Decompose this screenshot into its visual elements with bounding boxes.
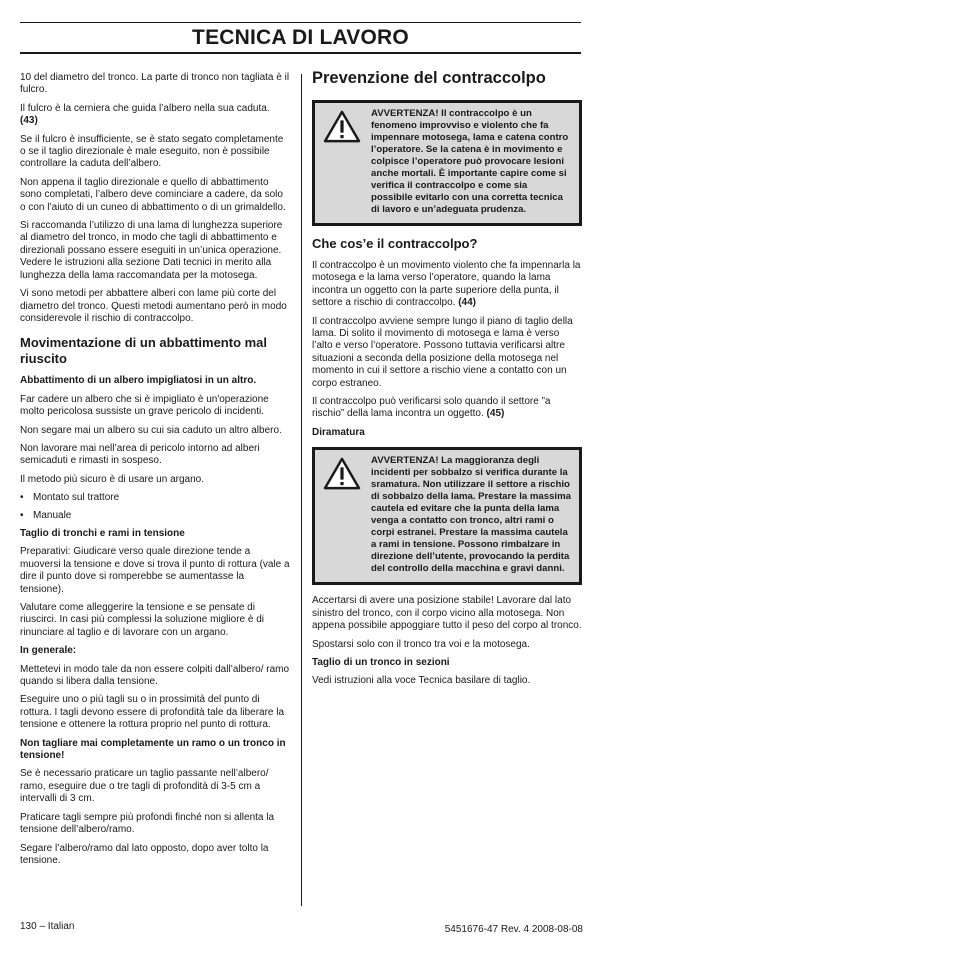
paragraph: Non segare mai un albero su cui sia caduto un altro albero.	[20, 424, 282, 436]
warning-box	[312, 447, 582, 585]
warning-text: AVVERTENZA! Il contraccolpo è un fenomeno improvviso e violento che fa impennare motosega, lama e catena contro l’operatore. Se la catena è in movimento e colpisce l’operatore può provocare lesioni anche mortali. È importante capire come si verifica il contraccolpo e come sia possibile evitarlo con una corretta tecnica di lavoro e un’adeguata prudenza.	[371, 108, 569, 215]
paragraph: Se è necessario praticare un taglio passante nell’albero/ ramo, eseguire due o tre tagli di profondità di 3-5 cm a intervalli di 3 cm.	[20, 768, 269, 805]
paragraph: Vi sono metodi per abbattere alberi con lame più corte del diametro del tronco. Questi metodi aumentano però in modo considerevole il rischio di contraccolpo.	[20, 288, 287, 324]
list-item-text: Montato sul trattore	[33, 492, 120, 504]
paragraph: Far cadere un albero che si è impigliato è un'operazione molto pericolosa sussiste un grave pericolo di incidenti.	[20, 393, 269, 418]
paragraph: Il metodo più sicuro è di usare un argano.	[20, 473, 204, 485]
paragraph: Preparativi: Giudicare verso quale direzione tende a muoversi la tensione e dove si trova il punto di rottura (vale a dire il punto dove si romperebbe se aumentasse la tensione).	[20, 546, 290, 595]
paragraph: Spostarsi solo con il tronco tra voi e la motosega.	[312, 638, 530, 650]
section-heading: Prevenzione del contraccolpo	[312, 69, 546, 87]
paragraph: Si raccomanda l’utilizzo di una lama di lunghezza superiore al diametro del tronco, in modo che tagli di abbattimento e direzionali possano essere eseguiti in un’unica operazione. Vedere le istruzioni alla sezione Dati tecnici in merito alla lunghezza della lama raccomandata per la motosega.	[20, 220, 283, 281]
page-number: 130 – Italian	[20, 921, 75, 932]
subheading: In generale:	[20, 645, 77, 657]
paragraph-text: Il contraccolpo è un movimento violento che fa impennarla la motosega e la lama verso l’operatore, quando la lama incontra un oggetto con la parte superiore della punta, il settore a rischio di contraccolpo.	[312, 260, 581, 309]
column-divider	[301, 74, 302, 906]
paragraph: Vedi istruzioni alla voce Tecnica basilare di taglio.	[312, 675, 531, 687]
subheading: Abbattimento di un albero impigliatosi in un altro.	[20, 375, 257, 387]
subheading: Taglio di tronchi e rami in tensione	[20, 527, 185, 539]
bullet-icon: •	[20, 492, 24, 504]
header-rule-top	[20, 22, 581, 23]
paragraph: Eseguire uno o più tagli su o in prossimità del punto di rottura. I tagli devono essere di profondità tale da liberare la tensione e ottenere la rottura proprio nel punto di rottura.	[20, 694, 285, 731]
list-item-text: Manuale	[33, 509, 72, 521]
paragraph: Valutare come alleggerire la tensione e se pensate di riuscirci. In casi più complessi la soluzione migliore è di rinunciare al taglio e di lavorare con un argano.	[20, 602, 264, 638]
paragraph: Mettetevi in modo tale da non essere colpiti dall’albero/ ramo quando si libera dalla tensione.	[20, 663, 290, 688]
section-heading: Che cos’e il contraccolpo?	[312, 236, 478, 251]
header-rule-bottom	[20, 52, 581, 54]
paragraph: 10 del diametro del tronco. La parte di tronco non tagliata è il fulcro.	[20, 72, 290, 96]
paragraph: Se il fulcro è insufficiente, se è stato segato completamente o se il taglio direzionale è male eseguito, non è possibile controllare la caduta dell’albero.	[20, 133, 284, 170]
paragraph: Non appena il taglio direzionale e quello di abbattimento sono completati, l’albero deve cominciare a cadere, da solo o con l’aiuto di un cuneo di abbattimento o di un grimaldello.	[20, 176, 286, 213]
paragraph: Accertarsi di avere una posizione stabile! Lavorare dal lato sinistro del tronco, con il corpo vicino alla motosega. Non appena possibile appoggiare tutto il peso del corpo al tronco.	[312, 595, 582, 632]
right-column	[312, 68, 582, 694]
warning-box	[312, 100, 582, 226]
page-title: TECNICA DI LAVORO	[192, 26, 409, 49]
left-column	[20, 72, 290, 873]
list-item	[20, 510, 290, 522]
warning-triangle-icon	[323, 457, 361, 490]
paragraph-bold: Non tagliare mai completamente un ramo o un tronco in tensione!	[20, 737, 286, 762]
bullet-list	[20, 492, 290, 522]
subheading: Diramatura	[312, 426, 365, 438]
warning-triangle-icon	[323, 110, 361, 143]
bullet-icon: •	[20, 509, 24, 521]
figure-ref: (44)	[458, 297, 476, 309]
paragraph-text: Il fulcro è la cerniera che guida l’albero nella sua caduta.	[20, 102, 270, 114]
paragraph	[312, 260, 582, 310]
paragraph-text: Il contraccolpo può verificarsi solo quando il settore ”a rischio” della lama incontra un oggetto.	[312, 396, 551, 420]
figure-ref: (43)	[20, 115, 38, 127]
paragraph: Non lavorare mai nell’area di pericolo intorno ad alberi semicaduti e rimasti in sospeso.	[20, 442, 260, 467]
warning-text: AVVERTENZA! La maggioranza degli incidenti per sobbalzo si verifica durante la sramatura. Non utilizzare il settore a rischio di sobbalzo della lama. Prestare la massima cautela ed evitare che la punta della lama venga a contatto con tronco, altri rami o corpi estranei. Prestare la massima cautela a rami in tensione. Possono rimbalzare in direzione dell’utente, provocando la perdita del controllo della macchina e gravi danni.	[371, 455, 571, 575]
paragraph: Praticare tagli sempre più profondi finché non si allenta la tensione dell’albero/ramo.	[20, 811, 275, 836]
paragraph: Segare l’albero/ramo dal lato opposto, dopo aver tolto la tensione.	[20, 842, 269, 866]
paragraph	[312, 396, 582, 421]
paragraph: Il contraccolpo avviene sempre lungo il piano di taglio della lama. Di solito il movimento di motosega e lama è verso l’alto e verso l’operatore. Possono tuttavia verificarsi altre situazioni a seconda della posizione della motosega nel momento in cui il settore a rischio viene a contatto con un corpo estraneo.	[312, 315, 573, 389]
subheading: Taglio di un tronco in sezioni	[312, 656, 450, 668]
document-revision: 5451676-47 Rev. 4 2008-08-08	[444, 924, 583, 935]
list-item	[20, 492, 290, 504]
figure-ref: (45)	[486, 408, 505, 420]
section-heading: Movimentazione di un abbattimento mal riuscito	[20, 335, 268, 367]
paragraph	[20, 103, 290, 128]
